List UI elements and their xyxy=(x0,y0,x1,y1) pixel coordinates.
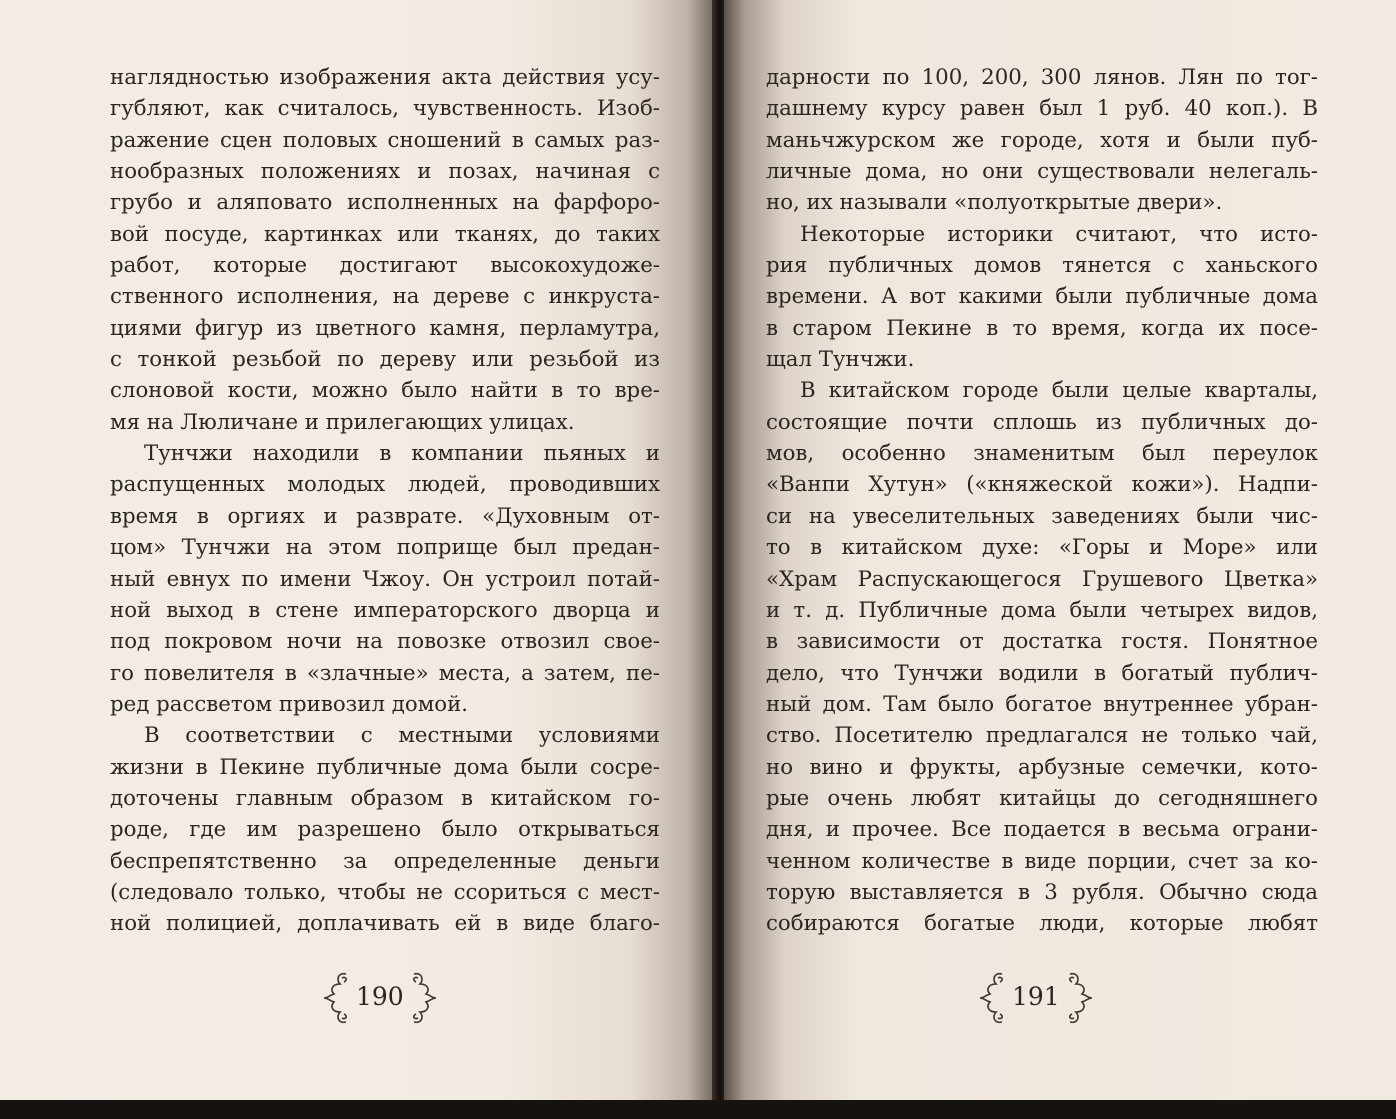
text-line: беспрепятственно за определенные деньги xyxy=(110,848,660,874)
text-line: дело, что Тунчжи водили в богатый публич- xyxy=(766,660,1318,686)
text-line: Некоторые историки считают, что исто- xyxy=(800,221,1318,247)
text-line: ство. Посетителю предлагался не только чай, xyxy=(766,723,1318,749)
text-line: доточены главным образом в китайском го- xyxy=(110,785,660,811)
text-line: дня, и прочее. Все подается в весьма ограни- xyxy=(766,817,1318,843)
page-number-left: 190 xyxy=(356,981,404,1011)
text-line: В китайском городе были целые кварталы, xyxy=(800,378,1318,404)
book-bottom-edge xyxy=(0,1100,1396,1119)
text-line: в старом Пекине в то время, когда их посе- xyxy=(766,315,1318,341)
right-page-text xyxy=(766,62,1318,940)
text-line: время в оргиях и разврате. «Духовным от- xyxy=(110,503,660,529)
text-line: го повелителя в «злачные» места, а затем, пе- xyxy=(110,660,660,686)
text-line: «Ванпи Хутун» («княжеской кожи»). Надпи- xyxy=(766,472,1318,498)
text-line: жизни в Пекине публичные дома были сосре- xyxy=(110,754,660,780)
text-line: ченном количестве в виде порции, счет за ко- xyxy=(766,848,1318,874)
text-line: роде, где им разрешено было открываться xyxy=(110,817,660,843)
text-line: нообразных положениях и позах, начиная с xyxy=(110,159,660,185)
text-line: ной полицией, доплачивать ей в виде благо- xyxy=(110,911,660,937)
right-flourish-ornament xyxy=(1064,968,1094,1024)
text-line: то в китайском духе: «Горы и Море» или xyxy=(766,535,1318,561)
left-flourish-ornament xyxy=(978,968,1008,1024)
right-flourish-ornament xyxy=(408,968,438,1024)
text-line: маньчжурском же городе, хотя и были пуб- xyxy=(766,127,1318,153)
text-line: Тунчжи находили в компании пьяных и xyxy=(144,441,660,467)
text-line: мя на Люличане и прилегающих улицах. xyxy=(110,409,575,435)
text-line: ственного исполнения, на дереве с инкруста- xyxy=(110,284,660,310)
left-page-folio xyxy=(322,968,438,1024)
text-line: собираются богатые люди, которые любят xyxy=(766,911,1318,937)
text-line: ный евнух по имени Чжоу. Он устроил потай- xyxy=(110,566,660,592)
text-line: в зависимости от достатка гостя. Понятное xyxy=(766,629,1318,655)
text-line: торую выставляется в 3 рубля. Обычно сюда xyxy=(766,879,1318,905)
text-line: В соответствии с местными условиями xyxy=(144,723,660,749)
text-line: грубо и аляповато исполненных на фарфоро- xyxy=(110,190,660,216)
text-line: дашнему курсу равен был 1 руб. 40 коп.). В xyxy=(766,96,1318,122)
text-line: но, их называли «полуоткрытые двери». xyxy=(766,190,1223,216)
text-line: вой посуде, картинках или тканях, до таких xyxy=(110,221,660,247)
text-line: времени. А вот какими были публичные дома xyxy=(766,284,1318,310)
text-line: работ, которые достигают высокохудоже- xyxy=(110,253,660,279)
text-line: состоящие почти сплошь из публичных до- xyxy=(766,409,1318,435)
right-page xyxy=(724,0,1396,1100)
text-line: дарности по 100, 200, 300 лянов. Лян по тог- xyxy=(766,65,1318,90)
text-line: ред рассветом привозил домой. xyxy=(110,691,469,717)
text-line: мов, особенно знаменитым был переулок xyxy=(766,441,1318,467)
text-line: с тонкой резьбой по дереву или резьбой из xyxy=(110,347,660,373)
text-line: под покровом ночи на повозке отвозил свое- xyxy=(110,629,660,655)
left-flourish-ornament xyxy=(322,968,352,1024)
text-line: щал Тунчжи. xyxy=(766,347,915,373)
text-line: «Храм Распускающегося Грушевого Цветка» xyxy=(766,566,1318,592)
text-line: ный дом. Там было богатое внутреннее убран- xyxy=(766,691,1318,717)
text-line: наглядностью изображения акта действия усу- xyxy=(110,65,660,90)
text-line: ной выход в стене императорского дворца и xyxy=(110,597,660,623)
text-line: личные дома, но они существовали нелегаль- xyxy=(766,159,1318,185)
page-number-right: 191 xyxy=(1012,981,1060,1011)
left-page-text xyxy=(110,62,660,940)
text-line: но вино и фрукты, арбузные семечки, кото- xyxy=(766,754,1318,780)
text-line: ражение сцен половых сношений в самых раз- xyxy=(110,127,660,153)
text-line: рия публичных домов тянется с ханьского xyxy=(766,253,1318,279)
text-line: цом» Тунчжи на этом поприще был предан- xyxy=(110,535,660,561)
text-line: си на увеселительных заведениях были чис- xyxy=(766,503,1318,529)
text-line: (следовало только, чтобы не ссориться с мест- xyxy=(110,879,660,905)
text-line: распущенных молодых людей, проводивших xyxy=(110,472,660,498)
text-line: и т. д. Публичные дома были четырех видов, xyxy=(766,597,1318,623)
right-page-folio xyxy=(978,968,1094,1024)
text-line: слоновой кости, можно было найти в то вре- xyxy=(110,378,660,404)
text-line: рые очень любят китайцы до сегодняшнего xyxy=(766,785,1318,811)
text-line: губляют, как считалось, чувственность. Изоб- xyxy=(110,96,660,122)
text-line: циями фигур из цветного камня, перламутра, xyxy=(110,315,660,341)
